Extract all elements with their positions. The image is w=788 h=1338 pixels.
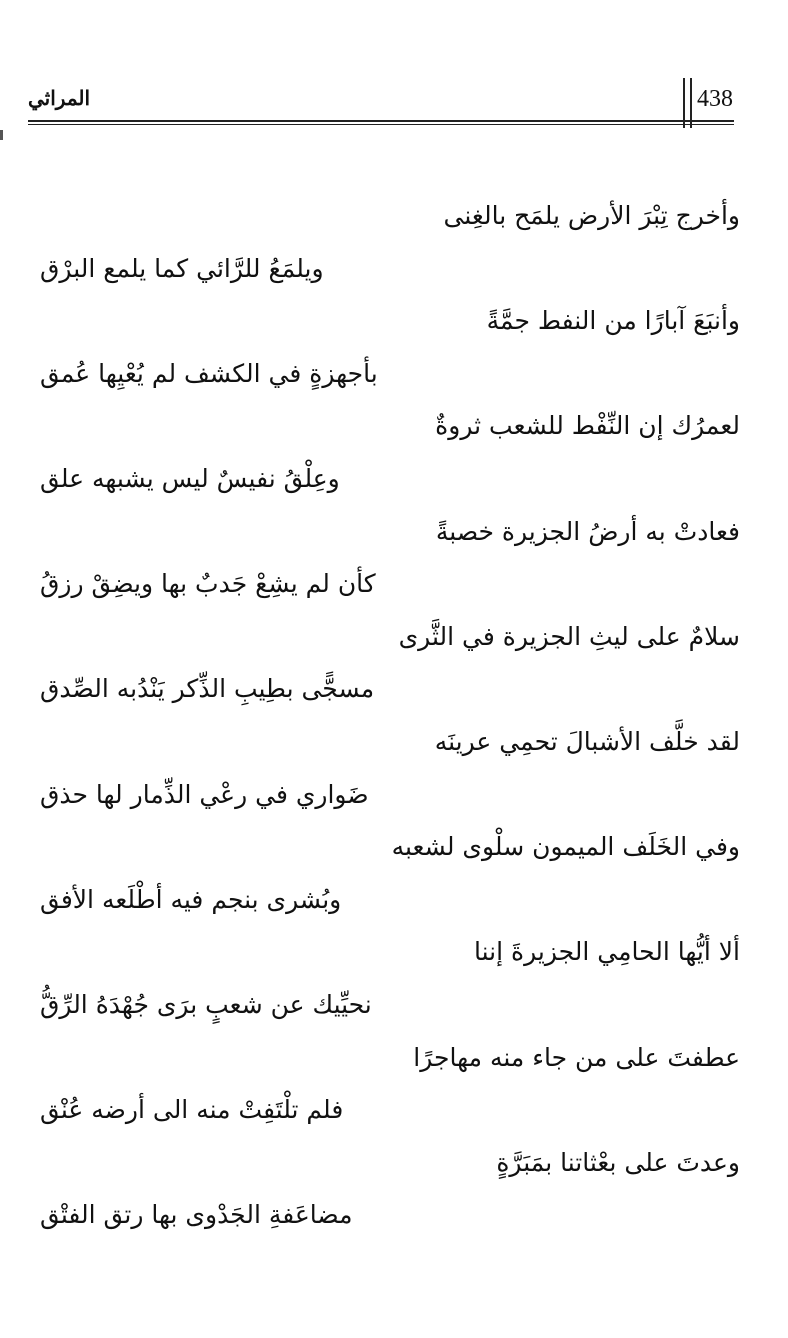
- verse-line: مسجًّى بطِيبِ الذِّكر يَنْدُبه الصِّدق: [40, 674, 375, 704]
- verse-line: ألا أيُّها الحامِي الجزيرةَ إننا: [474, 937, 740, 967]
- verse-line: فلم تلْتَفِتْ منه الى أرضه عُنْق: [40, 1095, 344, 1125]
- verse-line: مضاعَفةِ الجَدْوى بها رتق الفتْق: [40, 1200, 353, 1230]
- verse-line: سلامٌ على ليثِ الجزيرة في الثَّرى: [398, 621, 740, 651]
- verse-line: وبُشرى بنجم فيه أطْلَعه الأفق: [40, 884, 342, 914]
- verse-line: عطفتَ على من جاء منه مهاجرًا: [413, 1042, 740, 1072]
- page-number: 438: [697, 86, 733, 112]
- verse-line: ضَواري في رعْي الذِّمار لها حذق: [40, 779, 369, 809]
- verse-line: بأجهزةٍ في الكشف لم يُعْيِها عُمق: [40, 358, 378, 388]
- page-header: [0, 78, 788, 128]
- verse-line: وعِلْقُ نفيسٌ ليس يشبهه علق: [40, 463, 340, 493]
- poem-body: [40, 190, 740, 1242]
- page-edge-mark: [0, 130, 3, 140]
- verse-line: ويلمَعُ للرَّائي كما يلمع البرْق: [40, 253, 324, 283]
- verse-line: لقد خلَّف الأشبالَ تحمِي عرينَه: [434, 726, 740, 756]
- verse-line: وعدتَ على بعْثاتنا بمَبَرَّةٍ: [496, 1147, 740, 1177]
- header-rule: [28, 124, 734, 125]
- verse-line: وأخرج تِبْرَ الأرض يلمَح بالغِنى: [443, 201, 740, 230]
- header-rule: [28, 120, 734, 122]
- running-title: المراثي: [28, 86, 91, 110]
- verse-line: وأنبَعَ آبارًا من النفط جمَّةً: [486, 306, 740, 336]
- verse-line: وفي الخَلَف الميمون سلْوى لشعبه: [391, 832, 740, 862]
- verse-line: لعمرُك إن النِّفْط للشعب ثروةٌ: [435, 411, 740, 441]
- verse-line: نحيِّيك عن شعبٍ برَى جُهْدَهُ الرِّقُّ: [40, 989, 372, 1019]
- verse-line: كأن لم يشِعْ جَدبٌ بها ويضِقْ رزقُ: [40, 569, 376, 599]
- verse-line: فعادتْ به أرضُ الجزيرة خصبةً: [435, 516, 740, 546]
